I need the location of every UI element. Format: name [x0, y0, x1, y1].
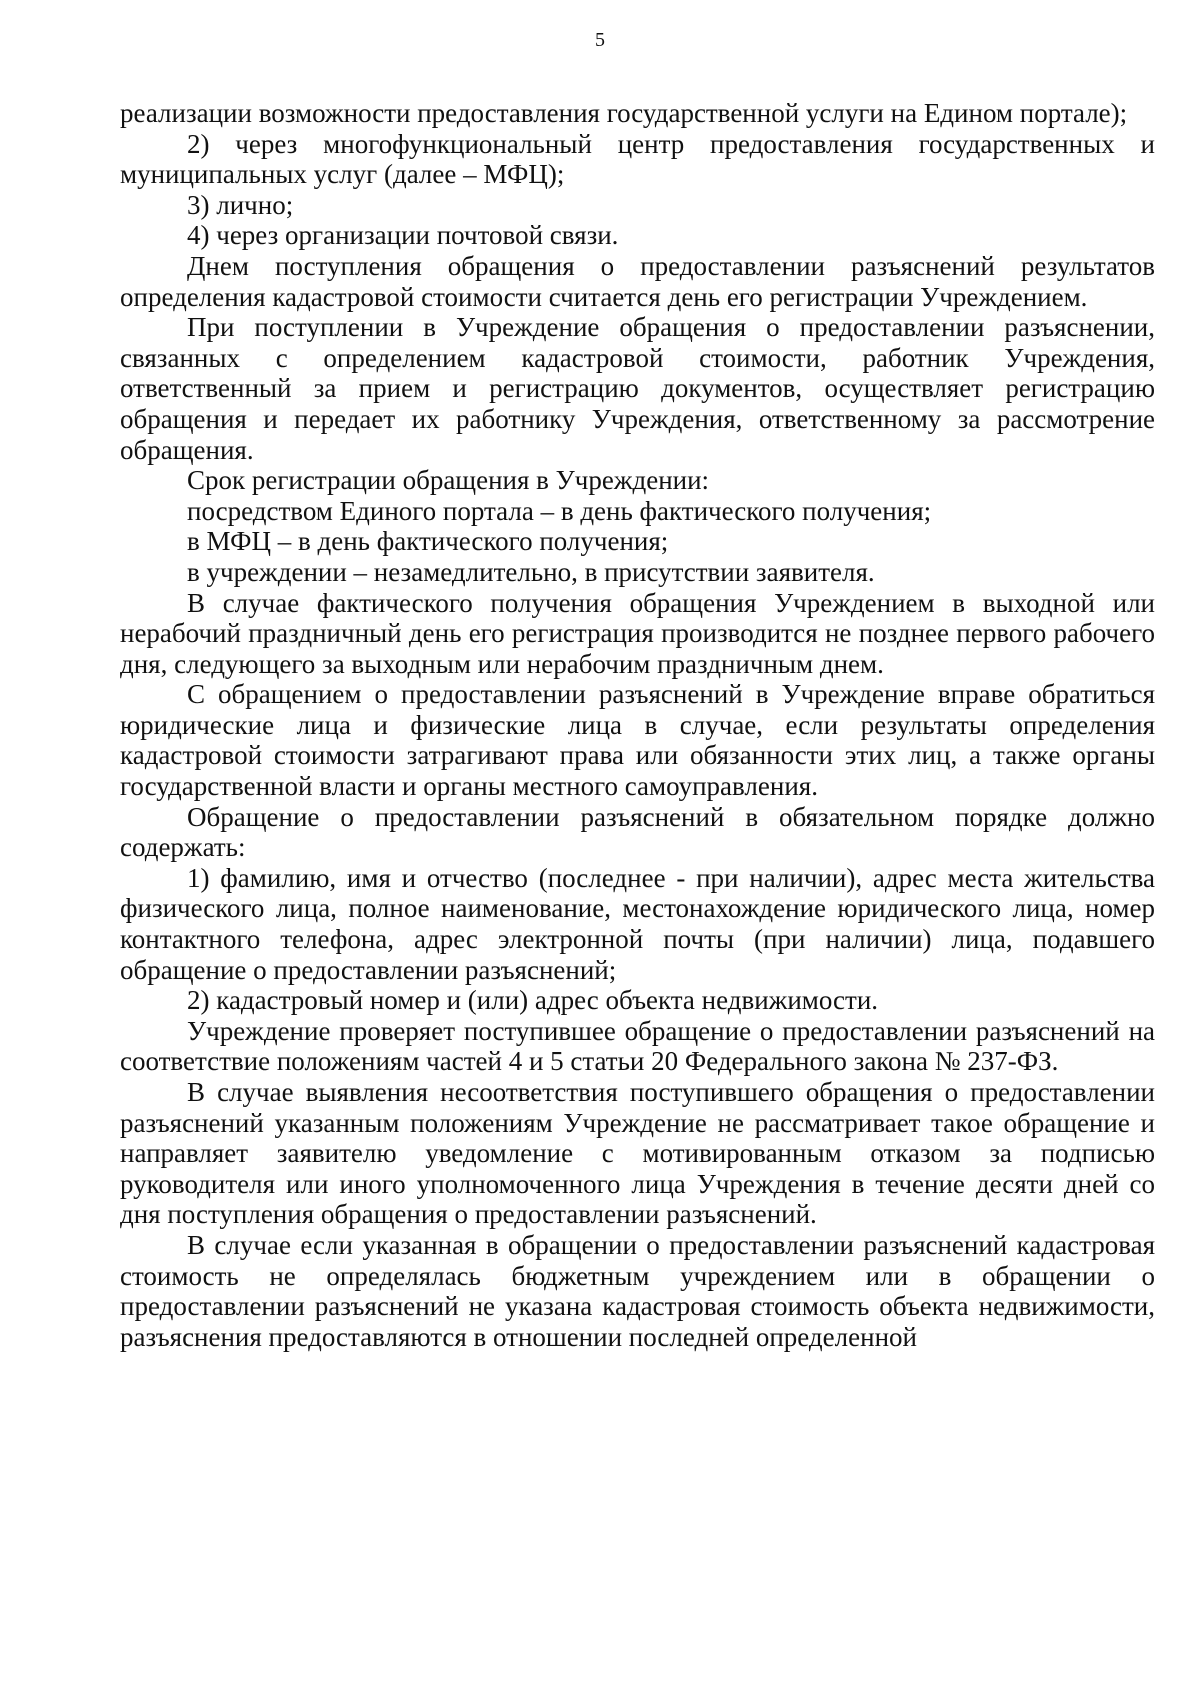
paragraph: В случае выявления несоответствия поступившего обращения о предоставлении разъяснений указанным положениям Учреждение не рассматривает такое обращение и направляет заявителю уведомление с мотивированным отказом за подписью руководителя или иного уполномоченного лица Учреждения в течение десяти дней со дня поступления обращения о предоставлении разъяснений.	[120, 1077, 1155, 1230]
paragraph: Обращение о предоставлении разъяснений в обязательном порядке должно содержать:	[120, 801, 1155, 863]
paragraph: Срок регистрации обращения в Учреждении:	[187, 465, 710, 496]
paragraph: в МФЦ – в день фактического получения;	[187, 526, 669, 557]
paragraph: в учреждении – незамедлительно, в присутствии заявителя.	[187, 556, 875, 587]
paragraph: 2) кадастровый номер и (или) адрес объекта недвижимости.	[187, 985, 879, 1016]
paragraph: В случае если указанная в обращении о предоставлении разъяснений кадастровая стоимость не определялась бюджетным учреждением или в обращении о предоставлении разъяснений не указана кадастровая стоимость объекта недвижимости, разъяснения предоставляются в отношении последней определенной	[120, 1229, 1155, 1352]
paragraph: посредством Единого портала – в день фактического получения;	[187, 495, 932, 526]
paragraph: С обращением о предоставлении разъяснений в Учреждение вправе обратиться юридические лица и физические лица в случае, если результаты определения кадастровой стоимости затрагивают права или обязанности этих лиц, а также органы государственной власти и органы местного самоуправления.	[120, 679, 1155, 802]
paragraph: реализации возможности предоставления государственной услуги на Едином портале);	[120, 98, 1128, 128]
paragraph: 3) лично;	[187, 189, 294, 220]
document-body	[120, 98, 1155, 1352]
page-number: 5	[595, 29, 605, 51]
paragraph: Днем поступления обращения о предоставлении разъяснений результатов определения кадастровой стоимости считается день его регистрации Учреждением.	[120, 250, 1155, 312]
paragraph: 1) фамилию, имя и отчество (последнее - при наличии), адрес места жительства физического лица, полное наименование, местонахождение юридического лица, номер контактного телефона, адрес электронной почты (при наличии) лица, подавшего обращение о предоставлении разъяснений;	[120, 862, 1155, 985]
paragraph: При поступлении в Учреждение обращения о предоставлении разъяснении, связанных с определением кадастровой стоимости, работник Учреждения, ответственный за прием и регистрацию документов, осуществляет регистрацию обращения и передает их работнику Учреждения, ответственному за рассмотрение обращения.	[120, 312, 1155, 465]
paragraph: Учреждение проверяет поступившее обращение о предоставлении разъяснений на соответствие положениям частей 4 и 5 статьи 20 Федерального закона № 237-ФЗ.	[120, 1015, 1155, 1077]
paragraph: В случае фактического получения обращения Учреждением в выходной или нерабочий праздничный день его регистрация производится не позднее первого рабочего дня, следующего за выходным или нерабочим праздничным днем.	[120, 587, 1155, 679]
paragraph: 4) через организации почтовой связи.	[187, 220, 619, 251]
paragraph: 2) через многофункциональный центр предоставления государственных и муниципальных услуг (далее – МФЦ);	[120, 128, 1155, 190]
